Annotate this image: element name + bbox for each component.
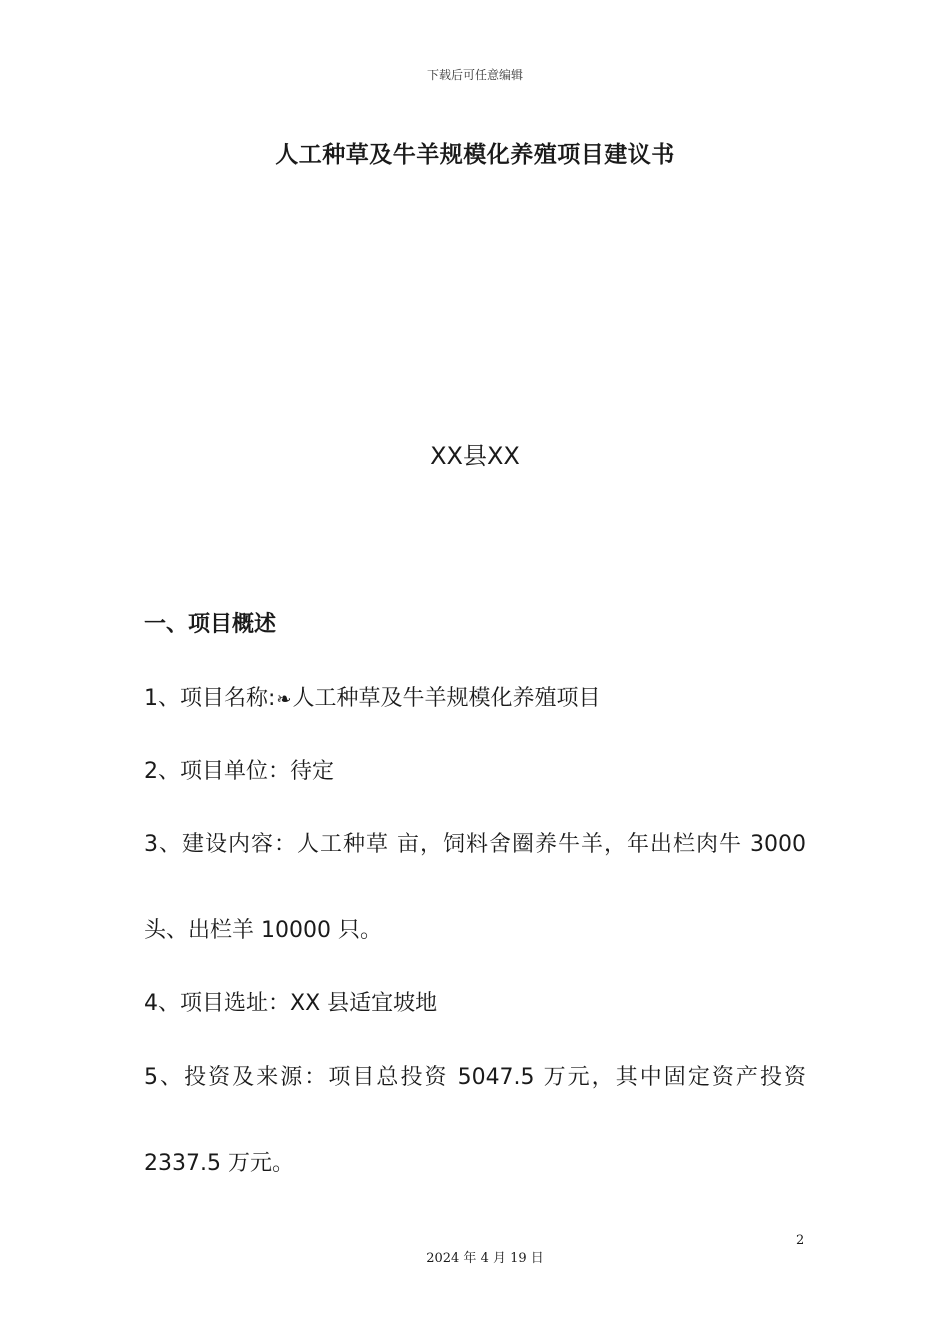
section-heading-overview: 一、项目概述 [144, 612, 277, 637]
item-project-name-label: 1、项目名称: [144, 686, 276, 711]
item-project-site: 4、项目选址：XX 县适宜坡地 [144, 991, 438, 1016]
ornament-glyph-icon: ❧ [276, 689, 292, 710]
page-number: 2 [796, 1233, 805, 1248]
document-title: 人工种草及牛羊规模化养殖项目建议书 [275, 142, 675, 168]
header-note: 下载后可任意编辑 [426, 68, 523, 82]
item-investment-line2: 2337.5 万元。 [144, 1151, 294, 1176]
organization-name: XX县XX [430, 442, 520, 470]
item-investment-line1: 5、投资及来源：项目总投资 5047.5 万元，其中固定资产投资 [144, 1065, 806, 1090]
item-construction-content-line2: 头、出栏羊 10000 只。 [144, 918, 382, 943]
item-project-name-value: 人工种草及牛羊规模化养殖项目 [292, 686, 601, 711]
item-project-name [144, 681, 824, 712]
item-construction-content-line1: 3、建设内容：人工种草 亩，饲料舍圈养牛羊，年出栏肉牛 3000 [144, 832, 806, 857]
item-project-unit: 2、项目单位：待定 [144, 759, 334, 784]
footer-date: 2024 年 4 月 19 日 [426, 1251, 544, 1266]
